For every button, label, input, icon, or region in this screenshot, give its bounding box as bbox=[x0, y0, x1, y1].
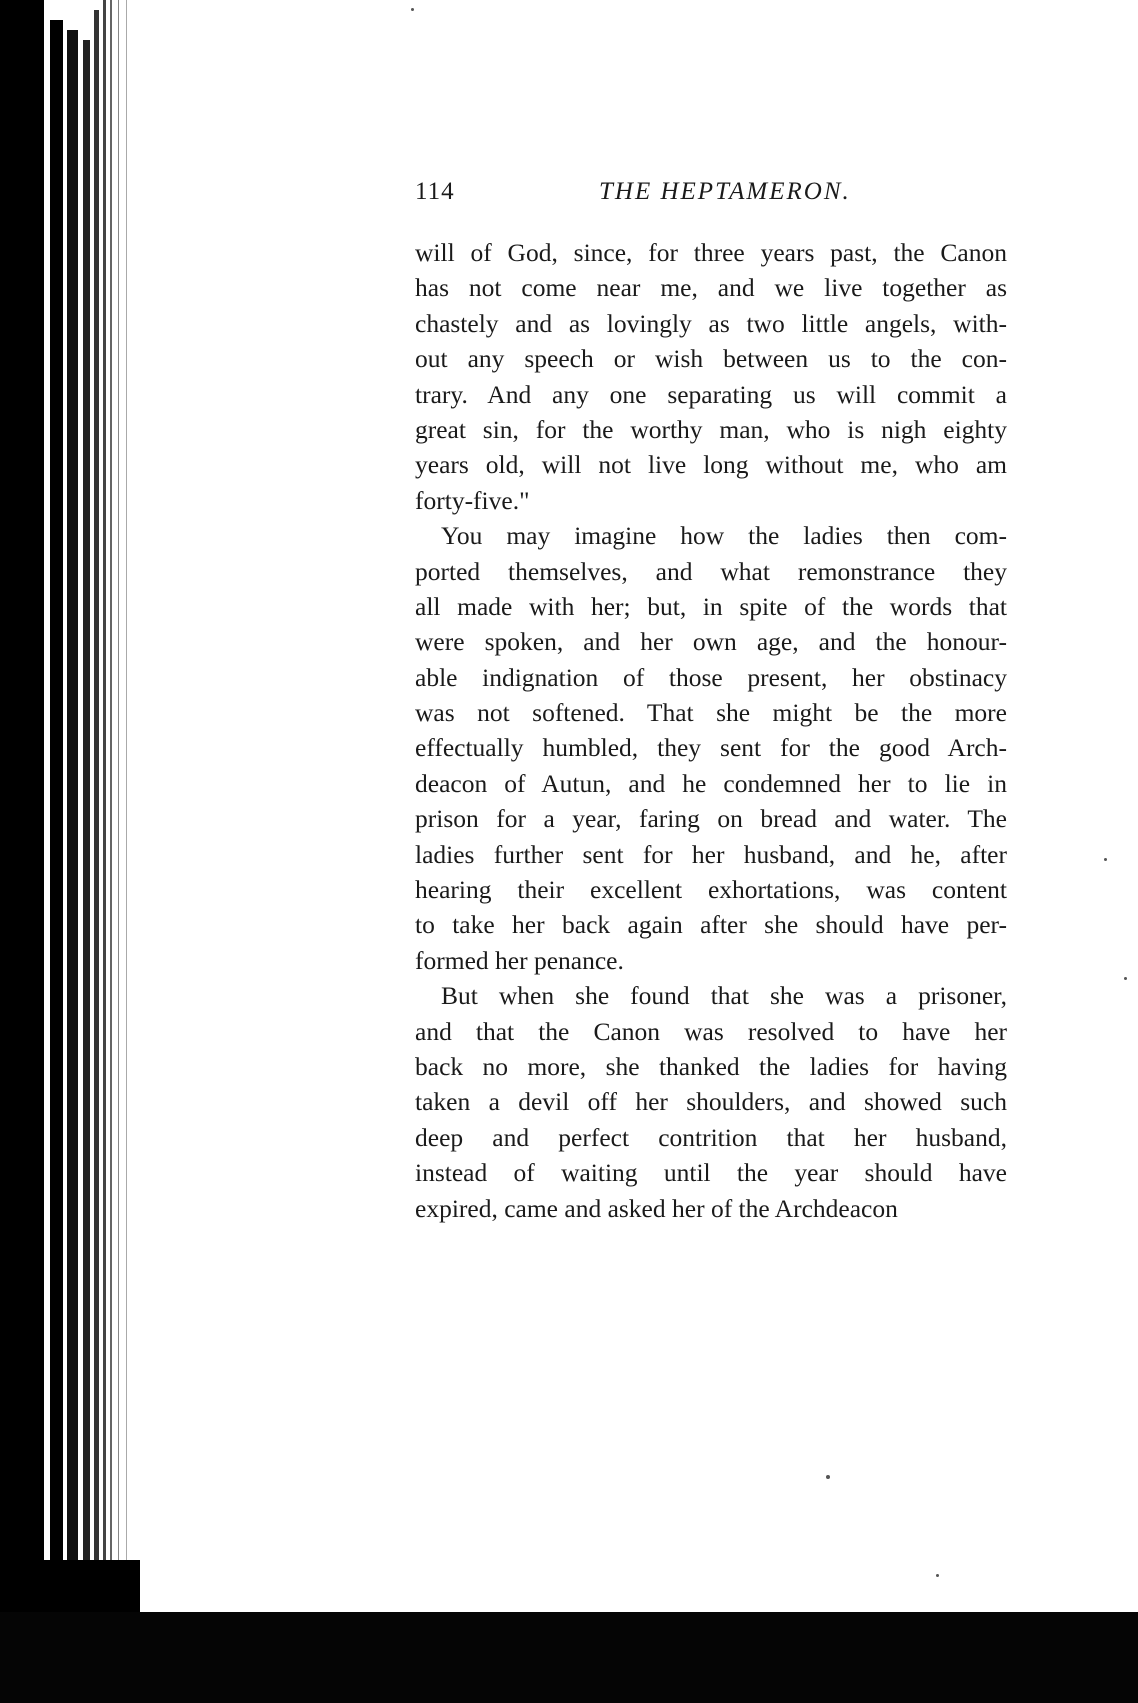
text-line: has not come near me, and we live together as bbox=[415, 273, 1007, 303]
text-line: ported themselves, and what remonstrance they bbox=[415, 556, 1007, 586]
text-line: out any speech or wish between us to the con- bbox=[415, 344, 1007, 374]
text-line: will of God, since, for three years past, the Canon bbox=[415, 238, 1007, 267]
paragraph bbox=[415, 235, 1007, 518]
text-line: hearing their excellent exhortations, was content bbox=[415, 875, 1007, 905]
page-number: 114 bbox=[415, 178, 455, 205]
text-line: and that the Canon was resolved to have her bbox=[415, 1016, 1007, 1046]
text-line: to take her back again after she should have per- bbox=[415, 910, 1007, 940]
paragraph bbox=[415, 978, 1007, 1226]
scan-bottom-edge bbox=[0, 1612, 1138, 1703]
text-line: trary. And any one separating us will commit a bbox=[415, 379, 1007, 409]
scan-speck bbox=[936, 1574, 939, 1577]
scan-speck bbox=[1124, 977, 1127, 980]
paragraph bbox=[415, 518, 1007, 978]
text-line: prison for a year, faring on bread and water. The bbox=[415, 804, 1007, 834]
text-line: were spoken, and her own age, and the honour- bbox=[415, 627, 1007, 657]
running-title: THE HEPTAMERON. bbox=[599, 178, 851, 205]
text-line: chastely and as lovingly as two little angels, with- bbox=[415, 308, 1007, 338]
book-binding-edge bbox=[0, 0, 140, 1703]
page-header bbox=[415, 178, 1005, 218]
text-line: deep and perfect contrition that her husband, bbox=[415, 1122, 1007, 1152]
text-line: instead of waiting until the year should have bbox=[415, 1158, 1007, 1188]
scan-speck bbox=[411, 8, 414, 11]
text-line: But when she found that she was a prisoner, bbox=[441, 981, 1007, 1011]
text-line: back no more, she thanked the ladies for having bbox=[415, 1051, 1007, 1081]
text-line: expired, came and asked her of the Archdeacon bbox=[415, 1193, 898, 1223]
text-line: years old, will not live long without me, who am bbox=[415, 450, 1007, 480]
text-line: great sin, for the worthy man, who is nigh eighty bbox=[415, 414, 1007, 444]
scan-speck bbox=[826, 1475, 830, 1479]
text-line: deacon of Autun, and he condemned her to lie in bbox=[415, 768, 1007, 798]
text-line: You may imagine how the ladies then com- bbox=[441, 521, 1007, 551]
scan-speck bbox=[1104, 858, 1107, 861]
text-line: all made with her; but, in spite of the words that bbox=[415, 591, 1007, 621]
text-line: taken a devil off her shoulders, and showed such bbox=[415, 1087, 1007, 1117]
text-line: formed her penance. bbox=[415, 945, 624, 975]
text-line: was not softened. That she might be the more bbox=[415, 698, 1007, 728]
text-line: ladies further sent for her husband, and he, after bbox=[415, 839, 1007, 869]
text-line: forty-five." bbox=[415, 485, 530, 515]
text-line: effectually humbled, they sent for the good Arch- bbox=[415, 733, 1007, 763]
text-line: able indignation of those present, her obstinacy bbox=[415, 662, 1007, 692]
body-text bbox=[415, 235, 1007, 1226]
